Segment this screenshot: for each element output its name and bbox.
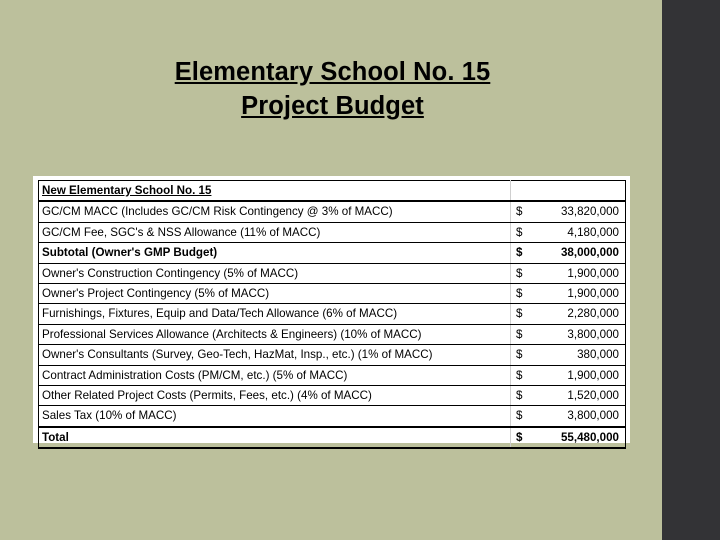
row-amount: 1,900,000 [537, 365, 626, 385]
row-label: Other Related Project Costs (Permits, Fees, etc.) (4% of MACC) [39, 386, 511, 406]
row-label: Owner's Construction Contingency (5% of MACC) [39, 263, 511, 283]
table-row [39, 345, 626, 365]
table-row [39, 201, 626, 222]
row-label: GC/CM Fee, SGC's & NSS Allowance (11% of MACC) [39, 222, 511, 242]
page-title [60, 56, 605, 124]
row-amount: 380,000 [537, 345, 626, 365]
table-header-row [39, 181, 626, 202]
table-header-label: New Elementary School No. 15 [42, 184, 212, 197]
row-label: Professional Services Allowance (Architects & Engineers) (10% of MACC) [39, 324, 511, 344]
table-row [39, 284, 626, 304]
row-label: Contract Administration Costs (PM/CM, etc.) (5% of MACC) [39, 365, 511, 385]
budget-table-panel [33, 176, 630, 443]
row-currency: $ [511, 222, 537, 242]
table-row [39, 365, 626, 385]
table-header-cell [39, 181, 511, 202]
row-label: Owner's Project Contingency (5% of MACC) [39, 284, 511, 304]
table-row [39, 386, 626, 406]
page-title-line-1: Elementary School No. 15 [174, 58, 491, 86]
row-currency: $ [511, 304, 537, 324]
table-row [39, 406, 626, 427]
page-title-line-2-wrapper [60, 90, 605, 124]
row-label: Total [39, 427, 511, 448]
row-amount: 3,800,000 [537, 406, 626, 427]
row-amount: 33,820,000 [537, 201, 626, 222]
row-amount: 3,800,000 [537, 324, 626, 344]
table-row [39, 222, 626, 242]
budget-table-body [39, 181, 626, 449]
row-amount: 1,900,000 [537, 284, 626, 304]
budget-table [38, 180, 626, 449]
row-label: Owner's Consultants (Survey, Geo-Tech, HazMat, Insp., etc.) (1% of MACC) [39, 345, 511, 365]
row-currency: $ [511, 243, 537, 263]
table-row [39, 324, 626, 344]
row-amount: 1,900,000 [537, 263, 626, 283]
row-currency: $ [511, 324, 537, 344]
row-amount: 2,280,000 [537, 304, 626, 324]
row-amount: 38,000,000 [537, 243, 626, 263]
row-label: Sales Tax (10% of MACC) [39, 406, 511, 427]
row-label: GC/CM MACC (Includes GC/CM Risk Contingency @ 3% of MACC) [39, 201, 511, 222]
row-amount: 4,180,000 [537, 222, 626, 242]
row-label: Subtotal (Owner's GMP Budget) [39, 243, 511, 263]
row-amount: 1,520,000 [537, 386, 626, 406]
table-row-total [39, 427, 626, 448]
table-row-subtotal [39, 243, 626, 263]
table-row [39, 263, 626, 283]
table-row [39, 304, 626, 324]
row-currency: $ [511, 345, 537, 365]
row-currency: $ [511, 427, 537, 448]
row-currency: $ [511, 201, 537, 222]
row-currency: $ [511, 365, 537, 385]
row-amount: 55,480,000 [537, 427, 626, 448]
table-header-amount-blank [511, 181, 626, 202]
right-gutter [662, 0, 720, 540]
row-label: Furnishings, Fixtures, Equip and Data/Tech Allowance (6% of MACC) [39, 304, 511, 324]
row-currency: $ [511, 406, 537, 427]
page-title-line-2: Project Budget [241, 91, 424, 120]
row-currency: $ [511, 284, 537, 304]
row-currency: $ [511, 386, 537, 406]
row-currency: $ [511, 263, 537, 283]
